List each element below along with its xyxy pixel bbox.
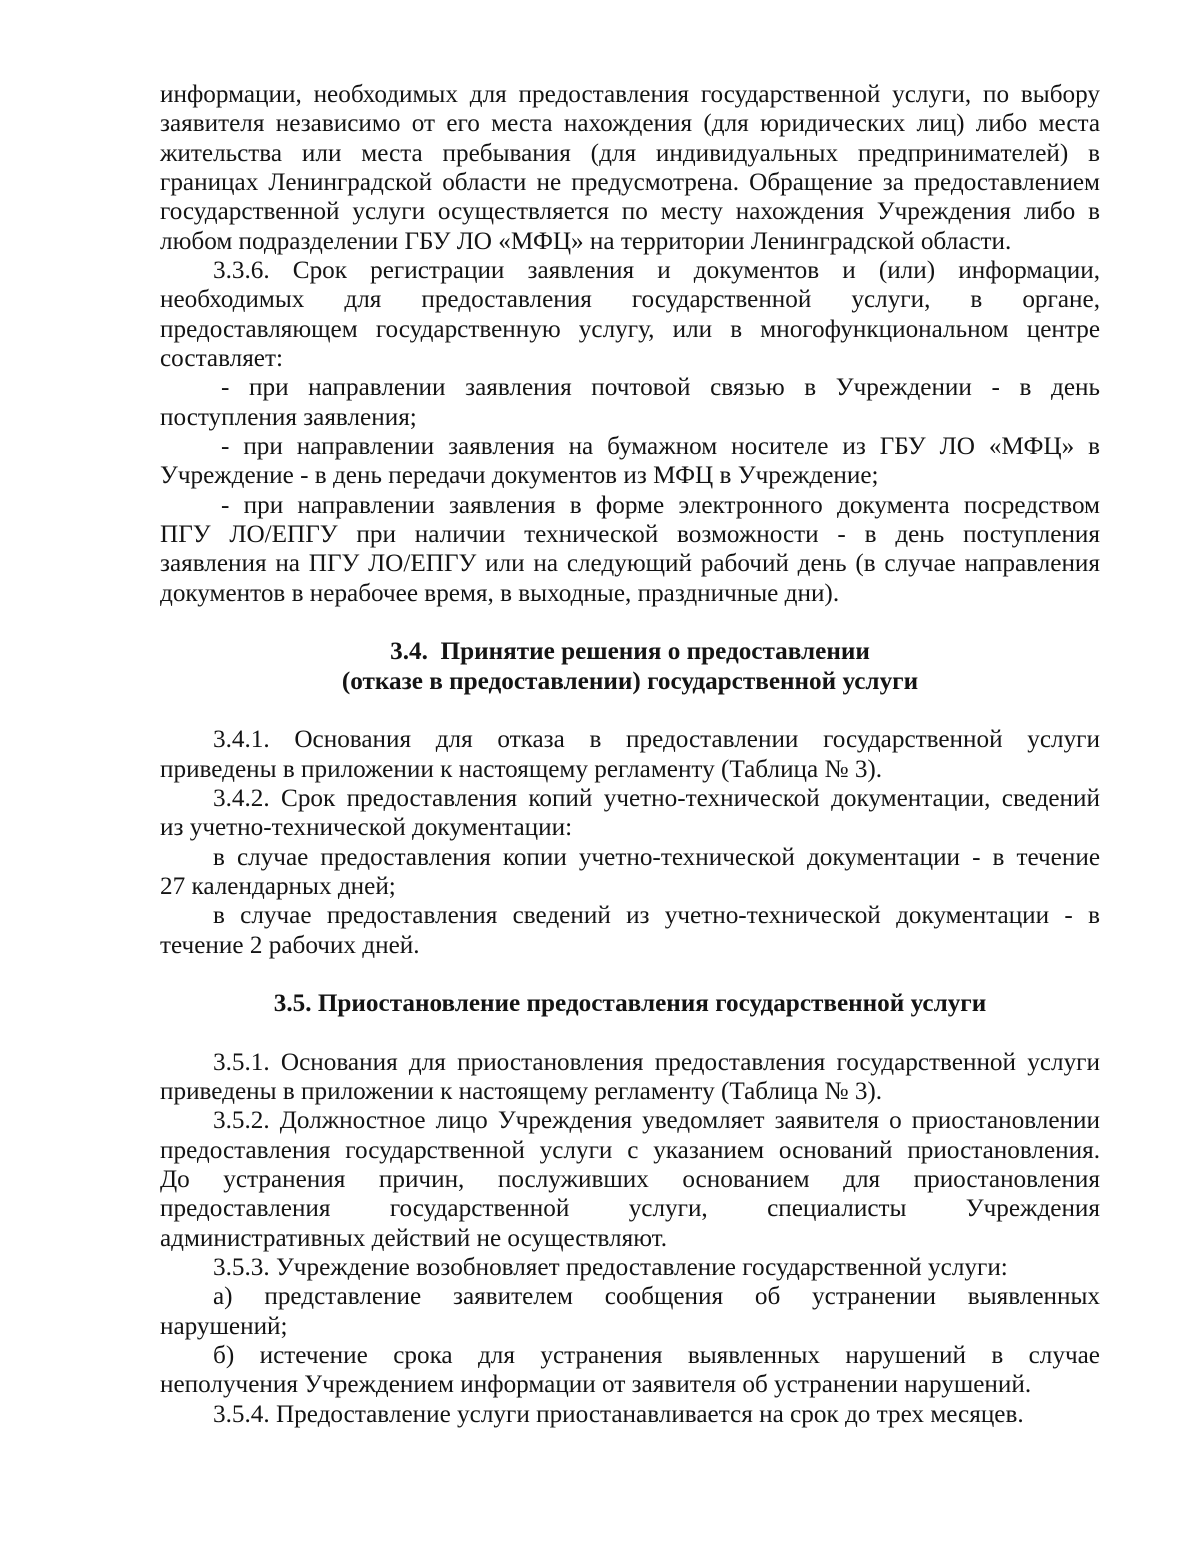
paragraph — [160, 1400, 1100, 1429]
text-line: - при направлении заявления почтовой связью в Учреждении - в день — [221, 374, 1100, 402]
text-line: границах Ленинградской области не предусмотрена. Обращение за предоставлением — [160, 168, 1100, 196]
text-line: поступления заявления; — [160, 403, 417, 431]
paragraph — [160, 256, 1100, 373]
text-line: в случае предоставления сведений из учетно-технической документации - в — [213, 902, 1100, 930]
text-line: предоставления государственной услуги с указанием оснований приостановления. — [160, 1136, 1100, 1164]
paragraph — [160, 80, 1100, 256]
text-line: информации, необходимых для предоставления государственной услуги, по выбору — [160, 81, 1100, 108]
text-line: заявителя независимо от его места нахождения (для юридических лиц) либо места — [160, 110, 1100, 138]
text-line: б) истечение срока для устранения выявленных нарушений в случае — [213, 1342, 1100, 1370]
paragraph — [160, 725, 1100, 784]
text-line: предоставляющем государственную услугу, или в многофункциональном центре — [160, 315, 1100, 343]
text-line: До устранения причин, послуживших основанием для приостановления — [160, 1166, 1100, 1194]
text-line: 27 календарных дней; — [160, 872, 396, 900]
paragraph — [160, 843, 1100, 902]
text-line: 3.5.2. Должностное лицо Учреждения уведомляет заявителя о приостановлении — [213, 1107, 1100, 1135]
paragraph — [160, 1253, 1100, 1282]
heading-line: (отказе в предоставлении) государственной услуги — [341, 667, 919, 695]
paragraph — [160, 901, 1100, 960]
text-line: 3.4.2. Срок предоставления копий учетно-технической документации, сведений — [213, 784, 1100, 812]
text-line: предоставления государственной услуги, специалисты Учреждения — [160, 1195, 1100, 1223]
list-item — [160, 373, 1100, 432]
section-heading-3-4 — [160, 637, 1100, 696]
text-line: приведены в приложении к настоящему регламенту (Таблица № 3). — [160, 1078, 883, 1106]
text-line: ПГУ ЛО/ЕПГУ при наличии технической возможности - в день поступления — [160, 520, 1100, 548]
text-line: Учреждение - в день передачи документов из МФЦ в Учреждение; — [160, 462, 879, 490]
list-item — [160, 1341, 1100, 1400]
text-line: - при направлении заявления в форме электронного документа посредством — [221, 491, 1100, 519]
text-line: 3.4.1. Основания для отказа в предоставлении государственной услуги — [213, 726, 1100, 754]
text-line: - при направлении заявления на бумажном носителе из ГБУ ЛО «МФЦ» в — [221, 432, 1100, 460]
document-body — [160, 80, 1100, 1429]
paragraph — [160, 784, 1100, 843]
text-line: течение 2 рабочих дней. — [160, 931, 420, 959]
text-line: административных действий не осуществляют. — [160, 1224, 668, 1252]
heading-line: 3.5. Приостановление предоставления государственной услуги — [273, 990, 987, 1018]
text-line: государственной услуги осуществляется по месту нахождения Учреждения либо в — [160, 198, 1100, 226]
list-item — [160, 491, 1100, 608]
text-line: неполучения Учреждением информации от заявителя об устранении нарушений. — [160, 1371, 1032, 1399]
list-item — [160, 432, 1100, 491]
paragraph — [160, 1106, 1100, 1253]
text-line: 3.3.6. Срок регистрации заявления и документов и (или) информации, — [213, 256, 1100, 284]
text-line: нарушений; — [160, 1312, 288, 1340]
text-line: составляет: — [160, 344, 283, 372]
paragraph — [160, 1048, 1100, 1107]
text-line: 3.5.1. Основания для приостановления предоставления государственной услуги — [213, 1048, 1100, 1076]
text-line: заявления на ПГУ ЛО/ЕПГУ или на следующий рабочий день (в случае направления — [160, 550, 1100, 578]
section-heading-3-5 — [160, 989, 1100, 1018]
text-line: приведены в приложении к настоящему регламенту (Таблица № 3). — [160, 755, 883, 783]
text-line: любом подразделении ГБУ ЛО «МФЦ» на территории Ленинградской области. — [160, 227, 1012, 255]
text-line: 3.5.3. Учреждение возобновляет предоставление государственной услуги: — [213, 1254, 1008, 1282]
text-line: документов в нерабочее время, в выходные, праздничные дни). — [160, 579, 840, 607]
text-line: из учетно-технической документации: — [160, 814, 573, 842]
list-item — [160, 1282, 1100, 1341]
text-line: необходимых для предоставления государственной услуги, в органе, — [160, 286, 1100, 314]
text-line: 3.5.4. Предоставление услуги приостанавливается на срок до трех месяцев. — [213, 1400, 1024, 1428]
text-line: а) представление заявителем сообщения об устранении выявленных — [213, 1283, 1100, 1311]
text-line: в случае предоставления копии учетно-технической документации - в течение — [213, 843, 1100, 871]
heading-line: 3.4. Принятие решения о предоставлении — [390, 638, 870, 666]
text-line: жительства или места пребывания (для индивидуальных предпринимателей) в — [160, 139, 1100, 167]
